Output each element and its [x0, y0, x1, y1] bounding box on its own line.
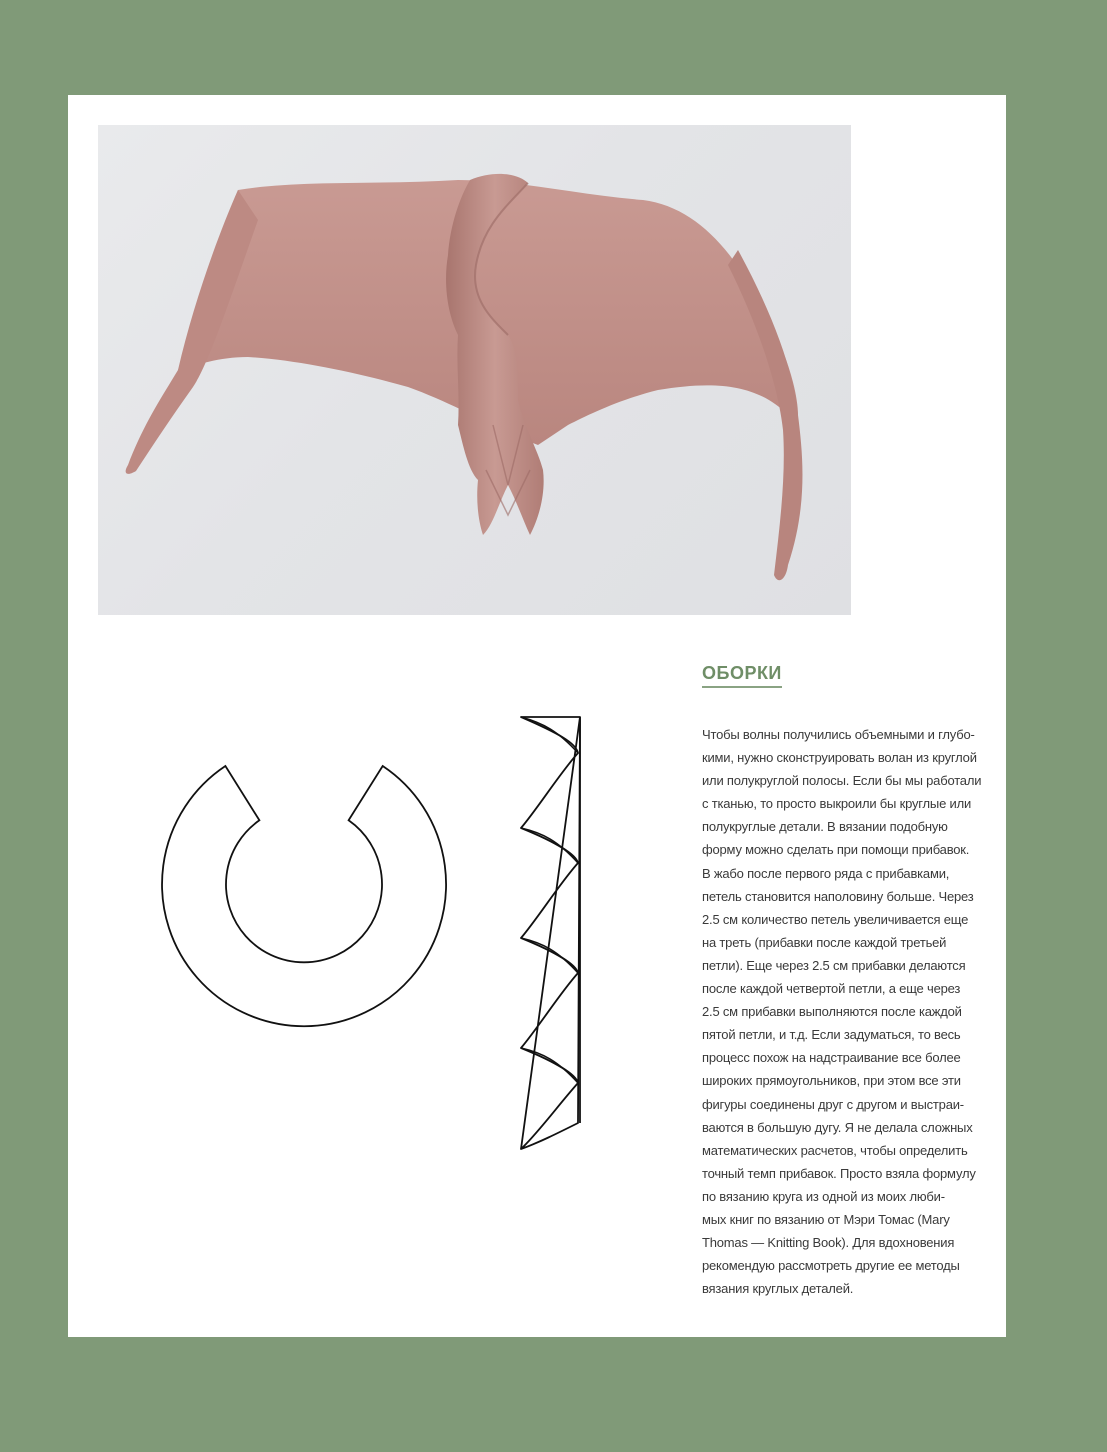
ruffle-zigzag — [521, 717, 580, 1149]
section-heading: ОБОРКИ — [702, 663, 782, 688]
ring-shape — [162, 766, 446, 1026]
body-paragraph: Чтобы волны получились объемными и глубо- кими, нужно сконструировать волан из круглой или полукруглой полосы. Если бы мы работали с тканью, то просто выкроили бы круглые или полукруглые детали. В вязании подобную форму можно сделать при помощи прибавок. В жабо после первого ряда с прибавками, петель становится наполовину больше. Через 2.5 см количество петель увеличивается еще на треть (прибавки после каждой третьей петли). Еще через 2.5 см прибавки делаются после каждой четвертой петли, а еще через 2.5 см прибавки выполняются после каждой пятой петли, и т.д. Если задуматься, то весь процесс похож на надстраивание все более широких прямоугольников, при этом все эти фигуры соединены друг с другом и выстраи- ваются в большую дугу. Я не делала сложных математических расчетов, чтобы определить точный темп прибавок. Просто взяла формулу по вязанию круга из одной из моих люби- мых книг по вязанию от Мэри Томас (Mary Thomas — Knitting Book). Для вдохновения рекомендую рассмотреть другие ее методы вязания круглых деталей. — [702, 727, 982, 1297]
ring-diagram — [153, 760, 453, 1045]
shawl-photo — [98, 125, 851, 615]
book-page — [68, 95, 1006, 1337]
shawl-illustration — [98, 125, 851, 615]
ruffle-diagram — [518, 713, 588, 1153]
